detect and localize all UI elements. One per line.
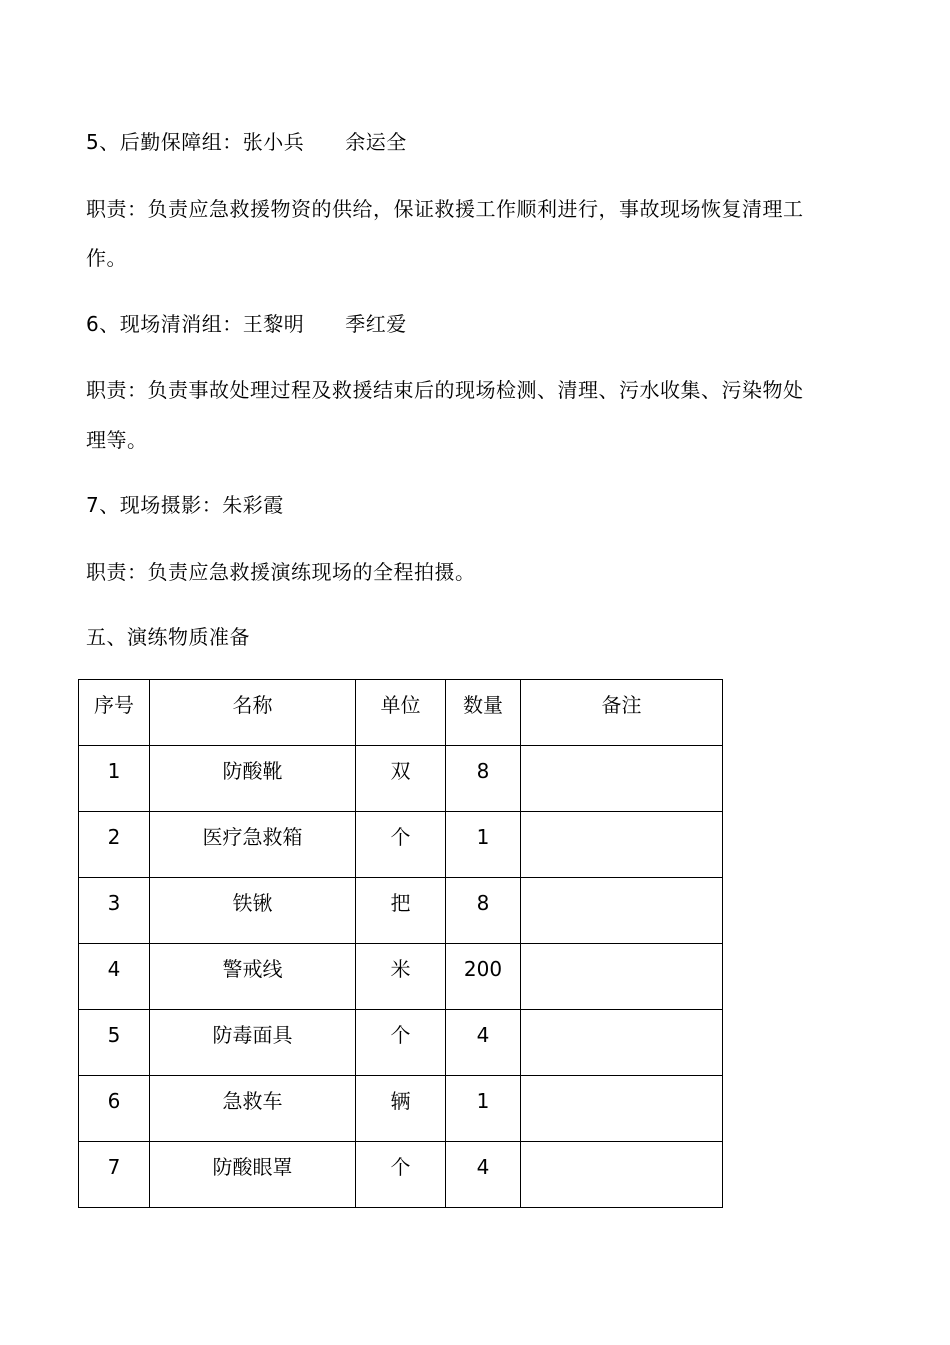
cell-remarks	[521, 1010, 723, 1076]
cell-unit: 个	[356, 812, 446, 878]
cell-index: 4	[79, 944, 150, 1010]
cell-unit: 米	[356, 944, 446, 1010]
cell-unit: 辆	[356, 1076, 446, 1142]
cell-quantity: 8	[446, 878, 521, 944]
group7-duty: 职责：负责应急救援演练现场的全程拍摄。	[86, 560, 476, 584]
materials-heading: 五、演练物质准备	[86, 625, 250, 649]
cell-index: 3	[79, 878, 150, 944]
group5-title: 5、后勤保障组：张小兵 余运全	[86, 130, 407, 154]
cell-unit: 把	[356, 878, 446, 944]
cell-remarks	[521, 812, 723, 878]
materials-table	[78, 679, 723, 1208]
cell-name: 警戒线	[150, 944, 356, 1010]
header-unit: 单位	[356, 680, 446, 746]
header-name: 名称	[150, 680, 356, 746]
cell-unit: 双	[356, 746, 446, 812]
cell-quantity: 4	[446, 1010, 521, 1076]
cell-index: 7	[79, 1142, 150, 1208]
cell-index: 5	[79, 1010, 150, 1076]
group5-duty-line2: 作。	[86, 246, 127, 270]
cell-index: 6	[79, 1076, 150, 1142]
cell-remarks	[521, 1076, 723, 1142]
cell-quantity: 1	[446, 812, 521, 878]
cell-name: 防毒面具	[150, 1010, 356, 1076]
cell-name: 医疗急救箱	[150, 812, 356, 878]
table-header-row	[79, 680, 723, 746]
table-row	[79, 1076, 723, 1142]
cell-name: 防酸靴	[150, 746, 356, 812]
cell-remarks	[521, 944, 723, 1010]
cell-remarks	[521, 1142, 723, 1208]
table-row	[79, 1010, 723, 1076]
cell-name: 铁锹	[150, 878, 356, 944]
cell-quantity: 4	[446, 1142, 521, 1208]
group6-duty-line2: 理等。	[86, 428, 148, 452]
header-remarks: 备注	[521, 680, 723, 746]
cell-name: 急救车	[150, 1076, 356, 1142]
table-row	[79, 944, 723, 1010]
cell-unit: 个	[356, 1142, 446, 1208]
table-row	[79, 746, 723, 812]
table-row	[79, 1142, 723, 1208]
table-row	[79, 812, 723, 878]
cell-remarks	[521, 878, 723, 944]
group6-duty-line1: 职责：负责事故处理过程及救援结束后的现场检测、清理、污水收集、污染物处	[86, 378, 804, 402]
cell-index: 1	[79, 746, 150, 812]
group7-title: 7、现场摄影：朱彩霞	[86, 493, 284, 517]
cell-quantity: 1	[446, 1076, 521, 1142]
header-quantity: 数量	[446, 680, 521, 746]
table-row	[79, 878, 723, 944]
cell-name: 防酸眼罩	[150, 1142, 356, 1208]
group5-duty-line1: 职责：负责应急救援物资的供给，保证救援工作顺利进行，事故现场恢复清理工	[86, 197, 804, 221]
cell-quantity: 200	[446, 944, 521, 1010]
cell-index: 2	[79, 812, 150, 878]
cell-remarks	[521, 746, 723, 812]
cell-quantity: 8	[446, 746, 521, 812]
group6-title: 6、现场清消组：王黎明 季红爱	[86, 312, 407, 336]
cell-unit: 个	[356, 1010, 446, 1076]
header-index: 序号	[79, 680, 150, 746]
